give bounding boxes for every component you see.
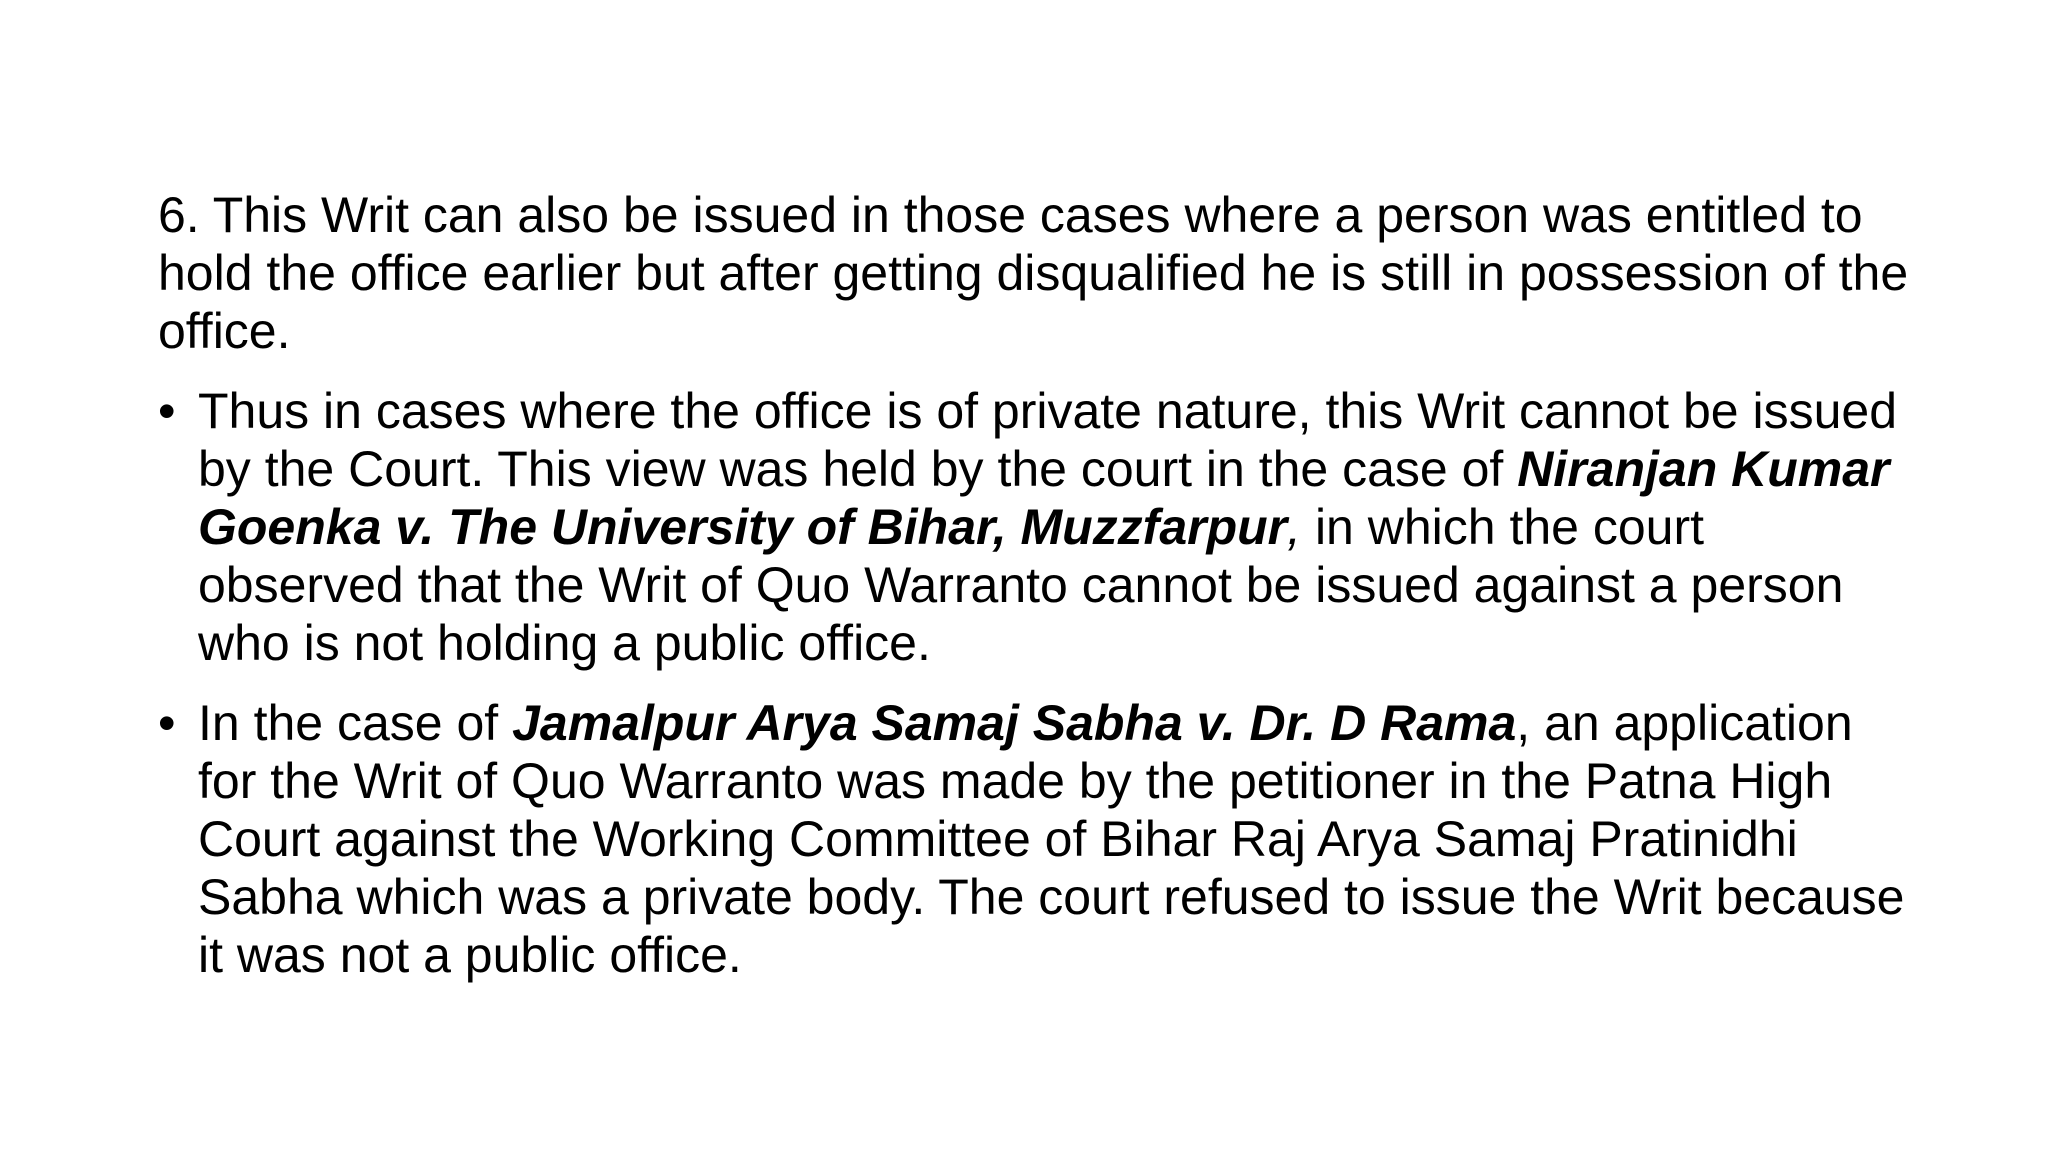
bullet-text: Thus in cases where the office is of private nature, this Writ cannot be issued by the Court. This view was held by the court in the case of: [198, 383, 1898, 497]
intro-paragraph: 6. This Writ can also be issued in those cases where a person was entitled to hold the office earlier but after getting disqualified he is still in possession of the office.: [158, 187, 1909, 359]
bullet-text: in which the court observed that the Writ of Quo Warranto cannot be issued against a person who is not holding a public office.: [198, 499, 1844, 671]
bullet-marker: •: [158, 695, 176, 751]
bullet-text: In the case of: [198, 695, 513, 751]
bullet-item: [158, 694, 1918, 984]
bullet-item: [158, 382, 1918, 672]
bullet-text: , an application for the Writ of Quo Warranto was made by the petitioner in the Patna High Court against the Working Committee of Bihar Raj Arya Samaj Pratinidhi Sabha which was a private body. The court refused to issue the Writ because it was not a public office.: [198, 695, 1905, 983]
slide-content: [158, 186, 1918, 1006]
bullet-marker: •: [158, 383, 176, 439]
case-name: Niranjan Kumar Goenka v. The University of Bihar, Muzzfarpur: [198, 441, 1890, 555]
case-comma: ,: [1287, 499, 1302, 555]
case-name: Jamalpur Arya Samaj Sabha v. Dr. D Rama: [512, 695, 1517, 751]
